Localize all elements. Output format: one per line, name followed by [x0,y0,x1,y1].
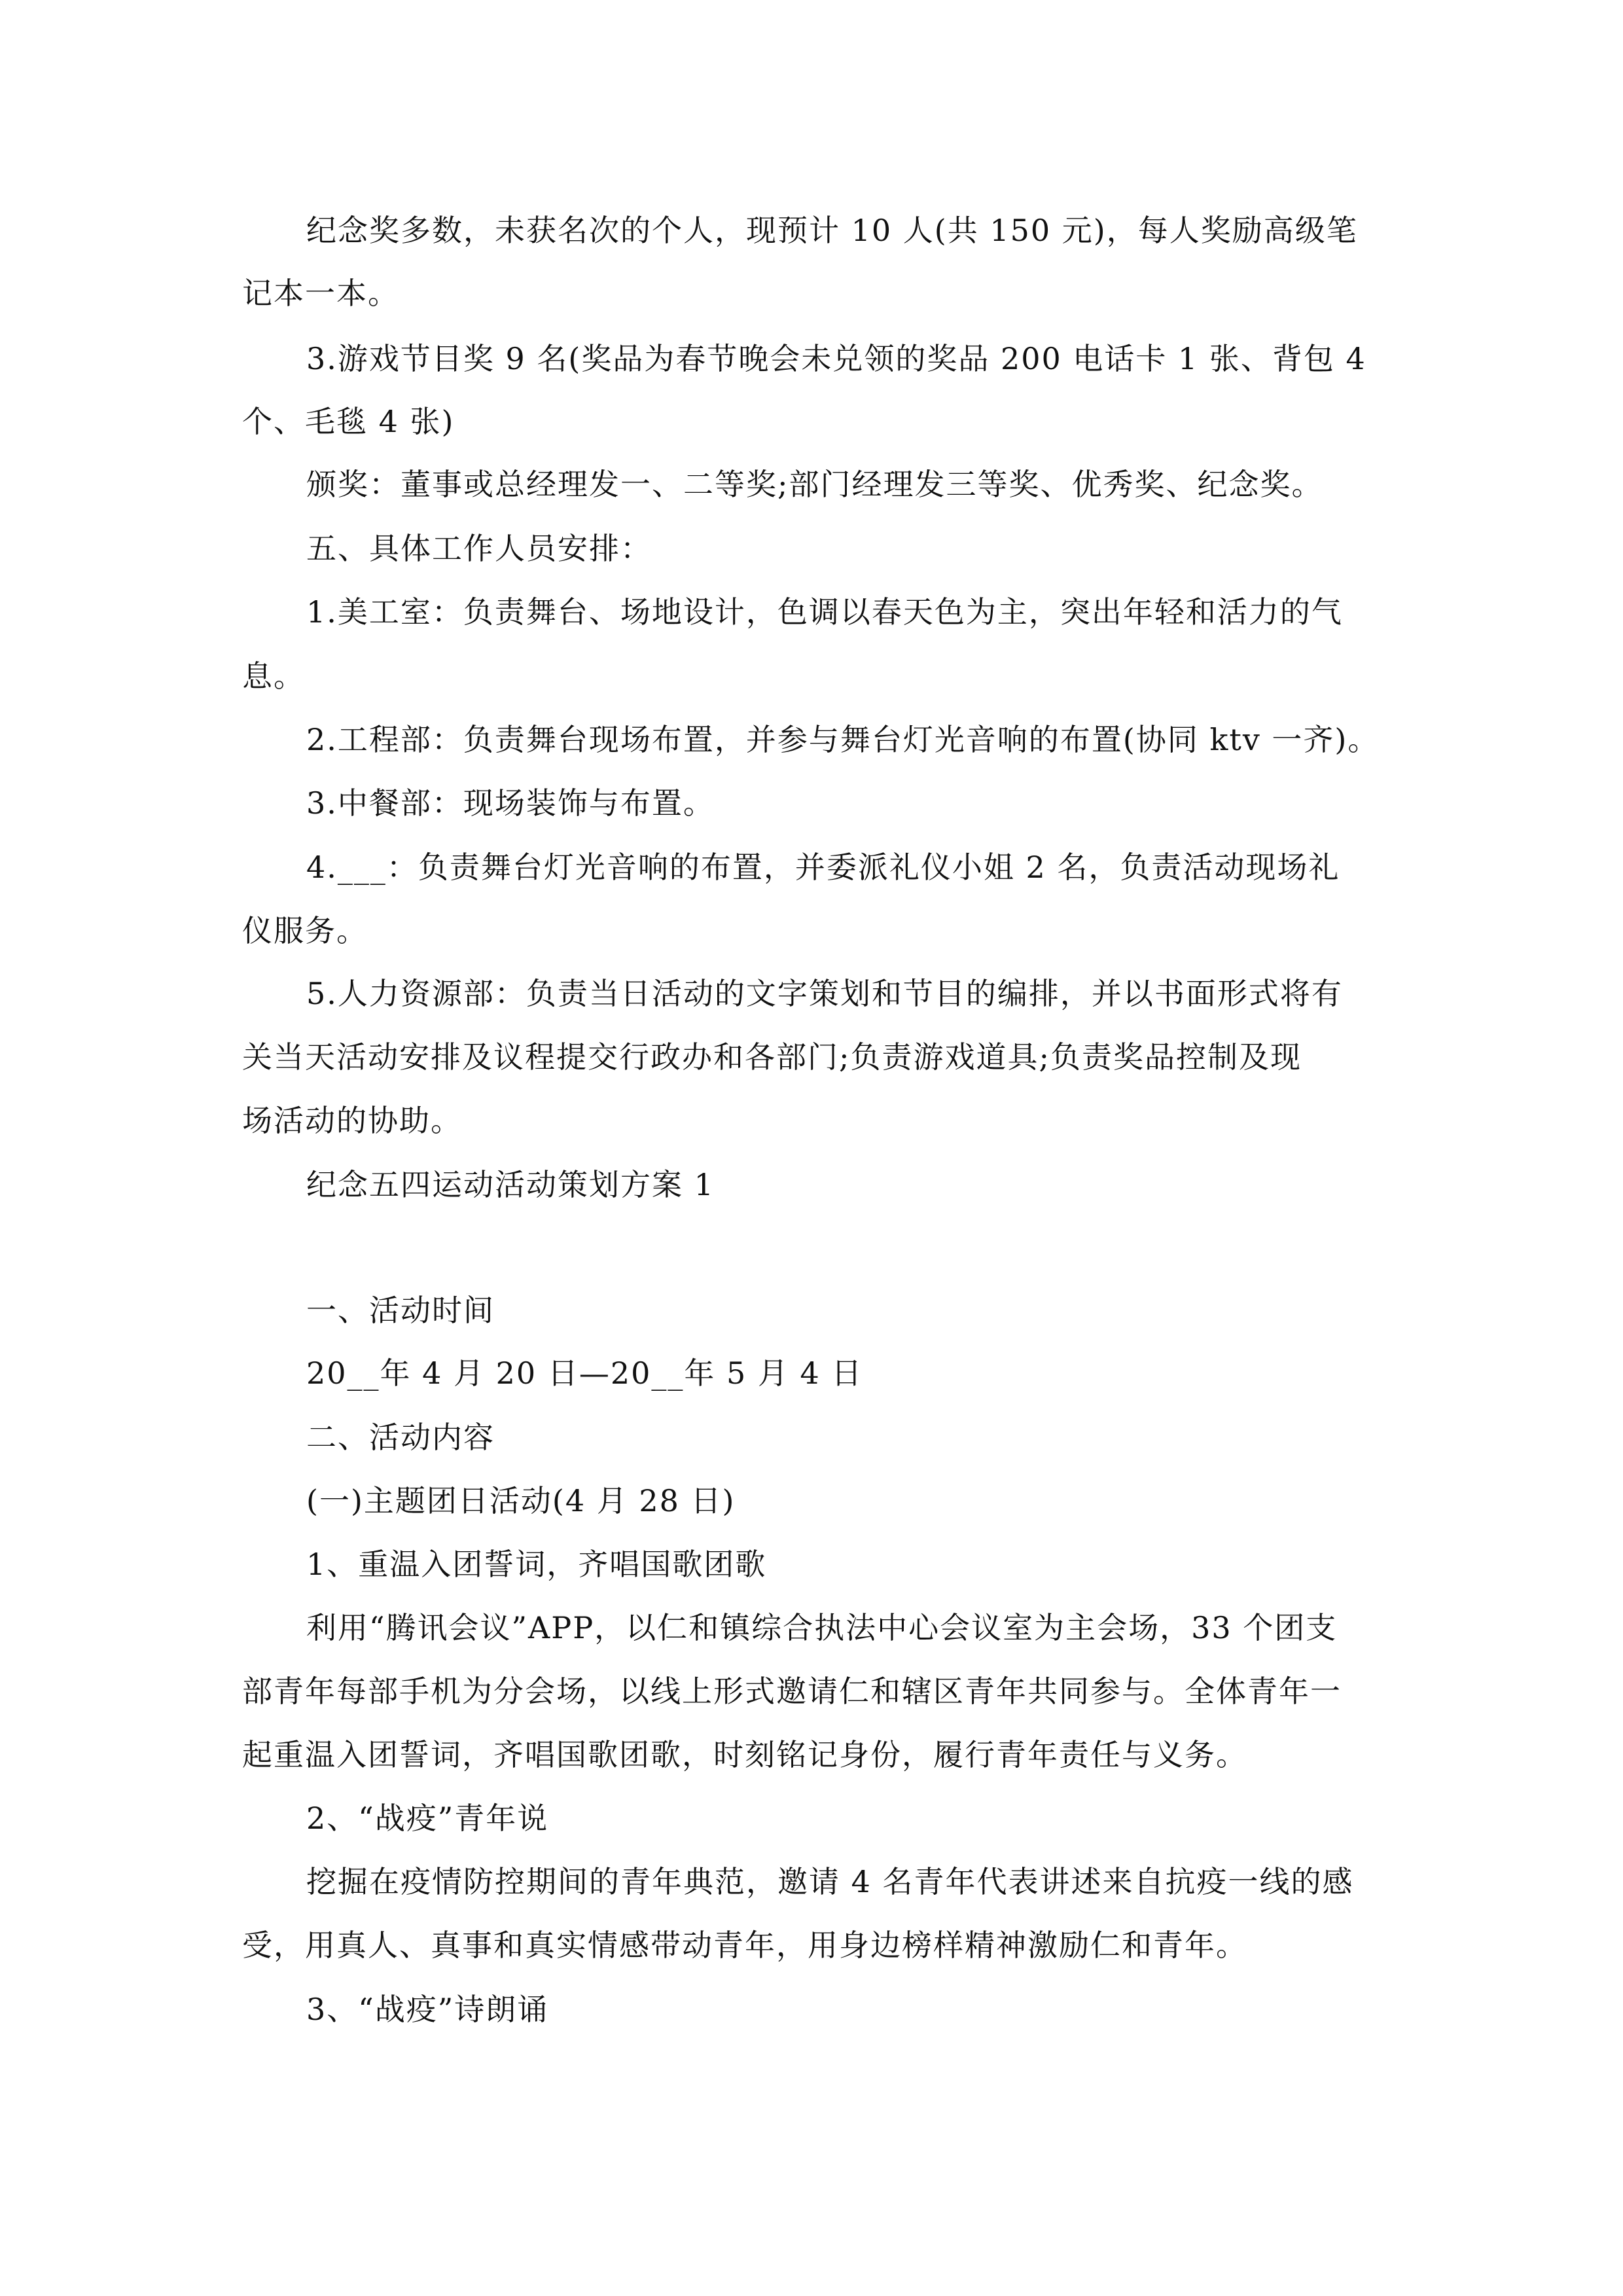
paragraph-line: 3.中餐部：现场装饰与布置。 [306,785,715,821]
paragraph-line: 仪服务。 [242,913,368,948]
date-range-line: 20__年 4 月 20 日—20__年 5 月 4 日 [306,1355,863,1391]
document-title: 纪念五四运动活动策划方案 1 [306,1167,715,1202]
subsection-heading: 1、重温入团誓词，齐唱国歌团歌 [306,1547,767,1582]
subsection-heading: 3、“战疫”诗朗诵 [306,1992,549,2027]
section-heading: 五、具体工作人员安排： [306,531,652,566]
paragraph-line: 受，用真人、真事和真实情感带动青年，用身边榜样精神激励仁和青年。 [242,1928,1247,1963]
paragraph-line: 1.美工室：负责舞台、场地设计，色调以春天色为主，突出年轻和活力的气 [306,594,1343,630]
paragraph-line: 挖掘在疫情防控期间的青年典范，邀请 4 名青年代表讲述来自抗疫一线的感 [306,1864,1354,1899]
section-heading: 二、活动内容 [306,1420,495,1455]
subsection-heading: 2、“战疫”青年说 [306,1801,549,1836]
paragraph-line: 部青年每部手机为分会场，以线上形式邀请仁和辖区青年共同参与。全体青年一 [242,1674,1342,1709]
paragraph-line: 记本一本。 [242,276,399,311]
paragraph-line: 纪念奖多数，未获名次的个人，现预计 10 人(共 150 元)，每人奖励高级笔 [306,213,1358,248]
paragraph-line: 个、毛毯 4 张) [242,404,455,439]
subsection-heading: (一)主题团日活动(4 月 28 日) [306,1483,736,1518]
paragraph-line: 4.___：负责舞台灯光音响的布置，并委派礼仪小姐 2 名，负责活动现场礼 [306,850,1340,885]
section-heading: 一、活动时间 [306,1293,495,1328]
paragraph-line: 利用“腾讯会议”APP，以仁和镇综合执法中心会议室为主会场，33 个团支 [306,1610,1338,1645]
paragraph-line: 关当天活动安排及议程提交行政办和各部门;负责游戏道具;负责奖品控制及现 [242,1039,1302,1075]
paragraph-line: 起重温入团誓词，齐唱国歌团歌，时刻铭记身份，履行青年责任与义务。 [242,1737,1247,1772]
paragraph-line: 3.游戏节目奖 9 名(奖品为春节晚会未兑领的奖品 200 电话卡 1 张、背包 4 [306,341,1366,376]
paragraph-line: 息。 [242,658,305,694]
paragraph-line: 颁奖：董事或总经理发一、二等奖;部门经理发三等奖、优秀奖、纪念奖。 [306,467,1323,502]
paragraph-line: 场活动的协助。 [242,1103,462,1138]
paragraph-line: 5.人力资源部：负责当日活动的文字策划和节目的编排，并以书面形式将有 [306,976,1343,1011]
paragraph-line: 2.工程部：负责舞台现场布置，并参与舞台灯光音响的布置(协同 ktv 一齐)。 [306,722,1380,757]
